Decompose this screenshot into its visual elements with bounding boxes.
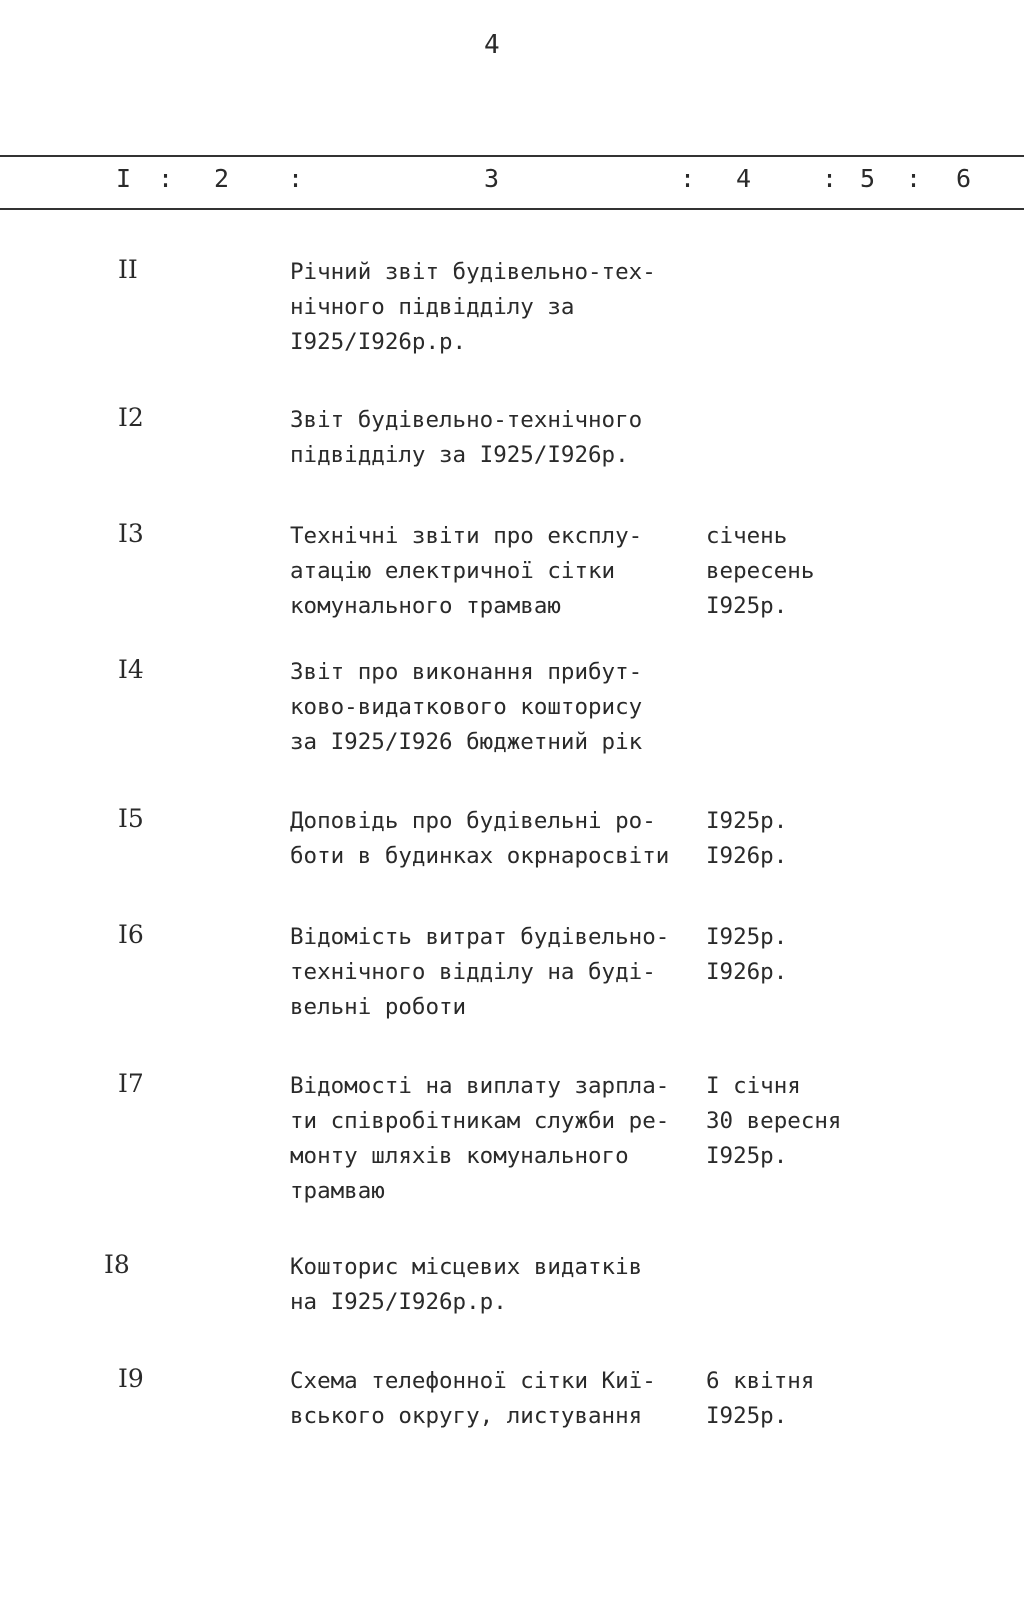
column-header-4: 4	[736, 164, 752, 193]
entry-title: Відомості на виплату зарпла- ти співробітникам служби ре- монту шляхів комунального трамваю	[290, 1073, 670, 1204]
entry-number: I6	[118, 920, 144, 949]
entry-number: I8	[104, 1250, 130, 1279]
column-separator-2: :	[288, 164, 304, 193]
entry-title: Відомість витрат будівельно- технічного відділу на буді- вельні роботи	[290, 924, 670, 1020]
entry-dates: 6 квітня I925р.	[706, 1368, 815, 1429]
column-header-1: I	[116, 164, 132, 193]
column-separator-5: :	[906, 164, 922, 193]
entry-number: II	[118, 255, 138, 284]
column-header-6: 6	[956, 164, 972, 193]
entry-dates: I925р. I926р.	[706, 924, 788, 985]
entry-title: Схема телефонної сітки Киї- вського округу, листування	[290, 1368, 656, 1429]
entry-title: Доповідь про будівельні ро- боти в будинках окрнаросвіти	[290, 808, 670, 869]
column-header-2: 2	[214, 164, 230, 193]
entry-dates: січень вересень I925р.	[706, 523, 815, 619]
entry-number: I7	[118, 1069, 144, 1098]
table-header-top-rule	[0, 155, 1024, 157]
column-separator-3: :	[680, 164, 696, 193]
entry-number: I5	[118, 804, 144, 833]
column-separator-4: :	[822, 164, 838, 193]
entry-title: Технічні звіти про експлу- атацію електричної сітки комунального трамваю	[290, 523, 643, 619]
entry-number: I3	[118, 519, 144, 548]
entry-number: I9	[118, 1364, 144, 1393]
entry-dates: I925р. I926р.	[706, 808, 788, 869]
column-header-3: 3	[484, 164, 500, 193]
table-header-bottom-rule	[0, 208, 1024, 210]
entry-number: I4	[118, 655, 144, 684]
entry-title: Річний звіт будівельно-тех- нічного підвідділу за I925/I926р.р.	[290, 259, 656, 355]
entry-number: I2	[118, 403, 144, 432]
column-header-5: 5	[860, 164, 876, 193]
entry-title: Кошторис місцевих видатків на I925/I926р.р.	[290, 1254, 643, 1315]
page-number: 4	[484, 30, 500, 60]
entry-dates: I січня 30 вересня I925р.	[706, 1073, 842, 1169]
entry-title: Звіт будівельно-технічного підвідділу за I925/I926р.	[290, 407, 643, 468]
column-separator-1: :	[158, 164, 174, 193]
entry-title: Звіт про виконання прибут- ково-видаткового кошторису за I925/I926 бюджетний рік	[290, 659, 643, 755]
